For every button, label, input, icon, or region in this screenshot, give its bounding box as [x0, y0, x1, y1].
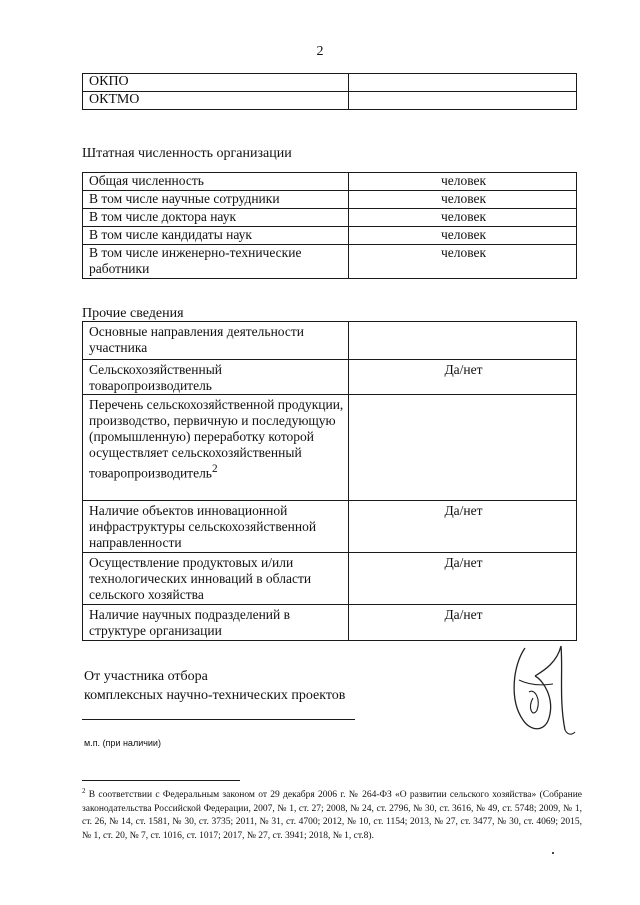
- table-row: [83, 395, 577, 501]
- other-value: [349, 322, 577, 360]
- yes-no-value: Да/нет: [349, 605, 577, 641]
- table-row: [83, 74, 577, 92]
- table-row: [83, 360, 577, 395]
- other-label: [83, 395, 349, 501]
- table-row: [83, 227, 577, 245]
- okpo-value: [349, 74, 577, 92]
- staff-unit: человек: [349, 173, 577, 191]
- table-row: [83, 191, 577, 209]
- footnote-ref: 2: [211, 463, 218, 475]
- yes-no-value: Да/нет: [349, 553, 577, 605]
- staff-label: Общая численность: [83, 173, 349, 191]
- yes-no-value: Да/нет: [349, 360, 577, 395]
- staff-table: [82, 172, 577, 279]
- table-row: [83, 209, 577, 227]
- handwritten-signature: [505, 640, 577, 740]
- staff-unit: человек: [349, 209, 577, 227]
- stray-dot: [552, 852, 554, 854]
- footnote-divider: [82, 780, 240, 781]
- staff-label: В том числе доктора наук: [83, 209, 349, 227]
- signature-line: [82, 719, 355, 720]
- staff-label: В том числе кандидаты наук: [83, 227, 349, 245]
- oktmo-label: ОКТМО: [83, 92, 349, 110]
- table-row: [83, 245, 577, 279]
- table-row: [83, 553, 577, 605]
- projects-line: комплексных научно-технических проектов: [84, 688, 346, 703]
- other-label: Осуществление продуктовых и/или технологических инноваций в области сельского хозяйства: [83, 553, 349, 605]
- from-participant-line: От участника отбора: [84, 669, 208, 684]
- codes-table: [82, 73, 577, 110]
- other-label: Наличие объектов инновационной инфраструктуры сельскохозяйственной направленности: [83, 501, 349, 553]
- table-row: [83, 501, 577, 553]
- page-number: 2: [316, 44, 324, 59]
- other-info-table: [82, 321, 577, 641]
- okpo-label: ОКПО: [83, 74, 349, 92]
- staff-unit: человек: [349, 227, 577, 245]
- staff-section-title: Штатная численность организации: [82, 146, 292, 161]
- yes-no-value: Да/нет: [349, 501, 577, 553]
- other-label: Наличие научных подразделений в структуре организации: [83, 605, 349, 641]
- other-value: [349, 395, 577, 501]
- other-label: Основные направления деятельности участника: [83, 322, 349, 360]
- staff-unit: человек: [349, 191, 577, 209]
- footnote-mark: 2: [82, 787, 86, 795]
- other-label-text: Перечень сельскохозяйственной продукции, производство, первичную и последующую (промышленную) переработку которой осуществляет сельскохозяйственный товаропроизводитель: [89, 397, 344, 481]
- staff-label: В том числе инженерно-технические работники: [83, 245, 349, 279]
- table-row: [83, 605, 577, 641]
- table-row: [83, 173, 577, 191]
- staff-label: В том числе научные сотрудники: [83, 191, 349, 209]
- table-row: [83, 92, 577, 110]
- table-row: [83, 322, 577, 360]
- footnote-text: В соответствии с Федеральным законом от 29 декабря 2006 г. № 264-ФЗ «О развитии сельского хозяйства» (Собрание законодательства Российской Федерации, 2007, № 1, ст. 27; 2008, № 24, ст. 2796, № 30, ст. 3616, № 49, ст. 5748; 2009, № 1, ст. 26, № 14, ст. 1581, № 30, ст. 3735; 2011, № 31, ст. 4700; 2012, № 10, ст. 1154; 2013, № 27, ст. 3477, № 30, ст. 4069; 2015, № 1, ст. 20, № 7, ст. 1016, ст. 1017; 2017, № 27, ст. 3941; 2018, № 1, ст.8).: [82, 790, 582, 841]
- other-label: Сельскохозяйственный товаропроизводитель: [83, 360, 349, 395]
- staff-unit: человек: [349, 245, 577, 279]
- oktmo-value: [349, 92, 577, 110]
- stamp-note: м.п. (при наличии): [84, 738, 161, 748]
- footnote: [82, 785, 582, 843]
- other-section-title: Прочие сведения: [82, 306, 184, 321]
